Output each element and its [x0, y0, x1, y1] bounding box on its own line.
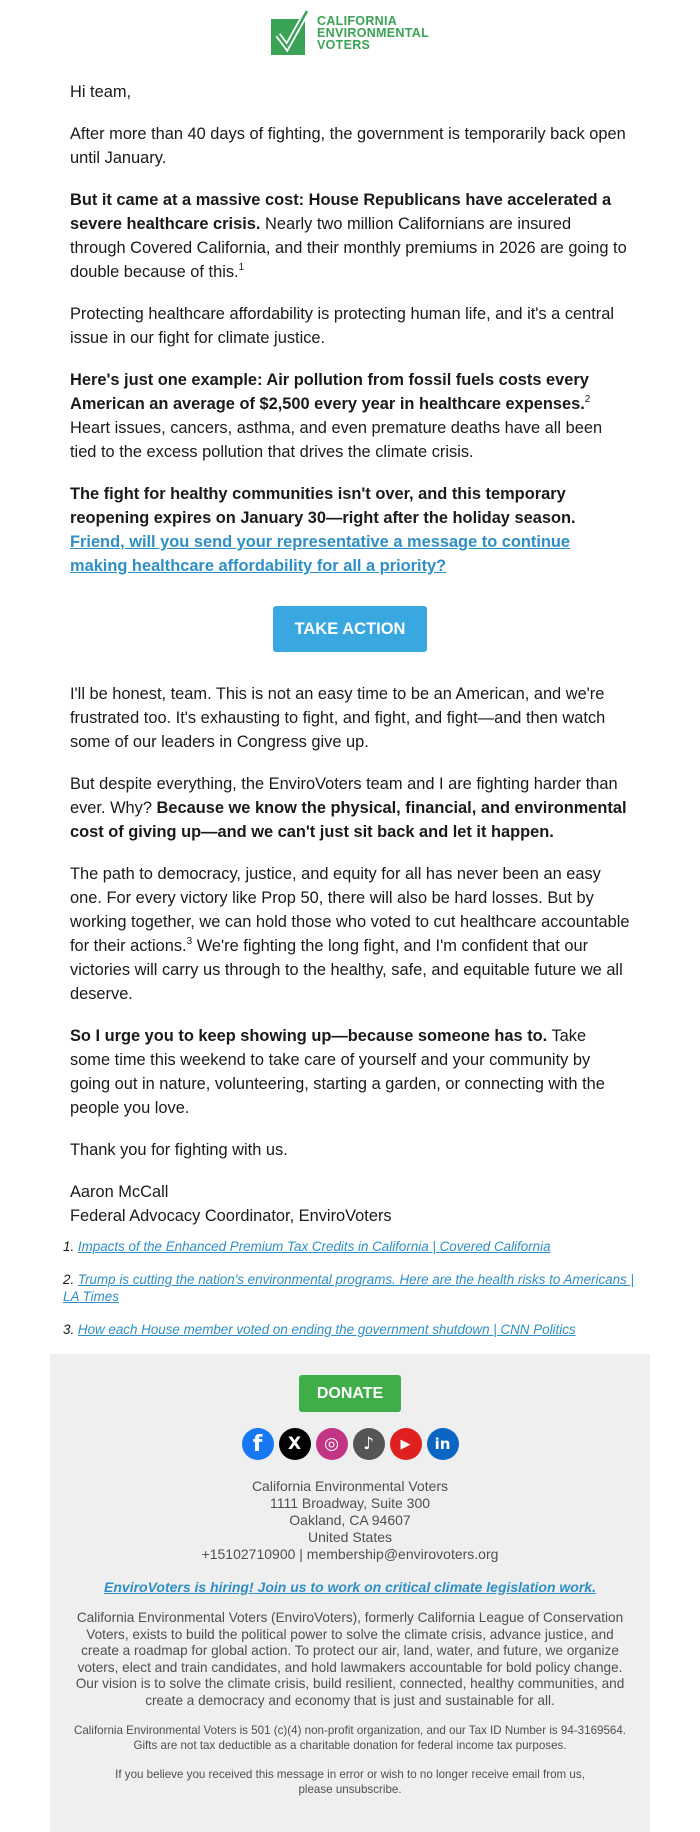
body-text: Nearly two million Californians are insured through Covered California, and their monthly premiums in 2026 are going to double because of this.: [70, 215, 627, 281]
donate-button[interactable]: DONATE: [299, 1375, 401, 1412]
org-name: California Environmental Voters: [251, 1478, 449, 1494]
email-footer: [50, 1354, 650, 1832]
youtube-icon[interactable]: ▶: [390, 1428, 422, 1460]
reference-link[interactable]: Impacts of the Enhanced Premium Tax Credits in California | Covered California: [77, 1239, 551, 1254]
paragraph: Thank you for fighting with us.: [70, 1141, 288, 1159]
brand-name-line: VOTERS: [317, 38, 371, 52]
reference-item: [63, 1238, 637, 1255]
footnote-marker: 2: [584, 394, 591, 405]
reference-link[interactable]: How each House member voted on ending the government shutdown | CNN Politics: [77, 1322, 576, 1337]
body-text: We're fighting the long fight, and I'm confident that our victories will carry us through to the healthy, safe, and equitable future we all deserve.: [70, 937, 623, 1003]
instagram-icon[interactable]: ◎: [316, 1428, 348, 1460]
unsubscribe-notice[interactable]: If you believe you received this message in error or wish to no longer receive email from us, please unsubscribe.: [115, 1768, 585, 1796]
bold-text: Here's just one example: Air pollution from fossil fuels costs every American an average of $2,500 every year in healthcare expenses.: [70, 371, 589, 413]
country: United States: [307, 1529, 393, 1545]
social-links: [50, 1428, 650, 1460]
city-address: Oakland, CA 94607: [289, 1512, 411, 1528]
brand-name-line: CALIFORNIA: [317, 14, 398, 28]
paragraph: [70, 862, 630, 1006]
brand-name-line: ENVIRONMENTAL: [317, 26, 429, 40]
facebook-icon[interactable]: f: [242, 1428, 274, 1460]
x-icon[interactable]: X: [279, 1428, 311, 1460]
signature: [70, 1180, 630, 1228]
reference-item: [63, 1271, 637, 1305]
reference-number: 1.: [63, 1239, 75, 1254]
body-text: But despite everything, the EnviroVoters team and I are fighting harder than ever. Why?: [70, 775, 618, 817]
tiktok-icon[interactable]: ♪: [353, 1428, 385, 1460]
paragraph: [70, 482, 630, 578]
references-list: [63, 1238, 637, 1338]
hiring-link[interactable]: EnviroVoters is hiring! Join us to work on critical climate legislation work.: [104, 1579, 596, 1595]
reference-item: [63, 1321, 637, 1338]
paragraph: Protecting healthcare affordability is protecting human life, and it's a central issue in our fight for climate justice.: [70, 305, 615, 347]
body-text: Heart issues, cancers, asthma, and even premature deaths have all been tied to the excess pollution that drives the climate crisis.: [70, 419, 603, 461]
bold-text: So I urge you to keep showing up—because someone has to.: [70, 1027, 548, 1045]
brand-wordmark: [317, 15, 429, 51]
tax-disclaimer: California Environmental Voters is 501 (c)(4) non-profit organization, and our Tax ID Number is 94-3169564. Gifts are not tax deductible as a charitable donation for federal income tax purposes.: [73, 1724, 627, 1752]
paragraph: [70, 368, 630, 464]
linkedin-icon[interactable]: in: [427, 1428, 459, 1460]
body-text: Take some time this weekend to take care of yourself and your community by going out in nature, volunteering, starting a garden, or connecting with the people you love.: [70, 1027, 605, 1117]
street-address: 1111 Broadway, Suite 300: [269, 1495, 431, 1511]
email-body: [70, 80, 630, 1228]
reference-link[interactable]: Trump is cutting the nation's environmental programs. Here are the health risks to Americans | LA Times: [63, 1272, 634, 1304]
bold-text: The fight for healthy communities isn't over, and this temporary reopening expires on January 30—right after the holiday season.: [70, 485, 576, 527]
bold-text: But it came at a massive cost: House Republicans have accelerated a severe healthcare crisis.: [70, 191, 612, 233]
paragraph: I'll be honest, team. This is not an easy time to be an American, and we're frustrated too. It's exhausting to fight, and fight, and fight—and then watch some of our leaders in Congress give up.: [70, 685, 606, 751]
mission-statement: California Environmental Voters (EnviroVoters), formerly California League of Conservation Voters, exists to build the political power to solve the climate crisis, advance justice, and create a roadmap for global action. To protect our air, land, water, and future, we organize voters, elect and train candidates, and hold lawmakers accountable for bold policy change. Our vision is to solve the climate crisis, build resilient, connected, healthy communities, and create a democracy and economy that is just and sustainable for all.: [75, 1610, 625, 1708]
paragraph: After more than 40 days of fighting, the government is temporarily back open until January.: [70, 125, 626, 167]
mailing-address: [50, 1478, 650, 1563]
reference-number: 3.: [63, 1322, 75, 1337]
signature-name: Aaron McCall: [70, 1183, 169, 1201]
action-link[interactable]: Friend, will you send your representative a message to continue making healthcare affordability for all a priority?: [70, 533, 571, 575]
signature-title: Federal Advocacy Coordinator, EnviroVoters: [70, 1207, 392, 1225]
footnote-marker: 3: [186, 936, 193, 947]
greeting: Hi team,: [70, 83, 132, 101]
take-action-button[interactable]: TAKE ACTION: [273, 606, 428, 652]
contact-info: +15102710900 | membership@envirovoters.org: [201, 1546, 499, 1562]
footnote-marker: 1: [238, 262, 245, 273]
paragraph: [70, 772, 630, 844]
bold-text: Because we know the physical, financial, and environmental cost of giving up—and we can't just sit back and let it happen.: [70, 799, 627, 841]
reference-number: 2.: [63, 1272, 75, 1287]
brand-logo[interactable]: [70, 6, 630, 60]
checkmark-logo-icon: [271, 9, 311, 57]
body-text: The path to democracy, justice, and equity for all has never been an easy one. For every victory like Prop 50, there will also be hard losses. But by working together, we can hold those who voted to cut healthcare accountable for their actions.: [70, 865, 630, 955]
paragraph: [70, 1024, 630, 1120]
paragraph: [70, 188, 630, 284]
